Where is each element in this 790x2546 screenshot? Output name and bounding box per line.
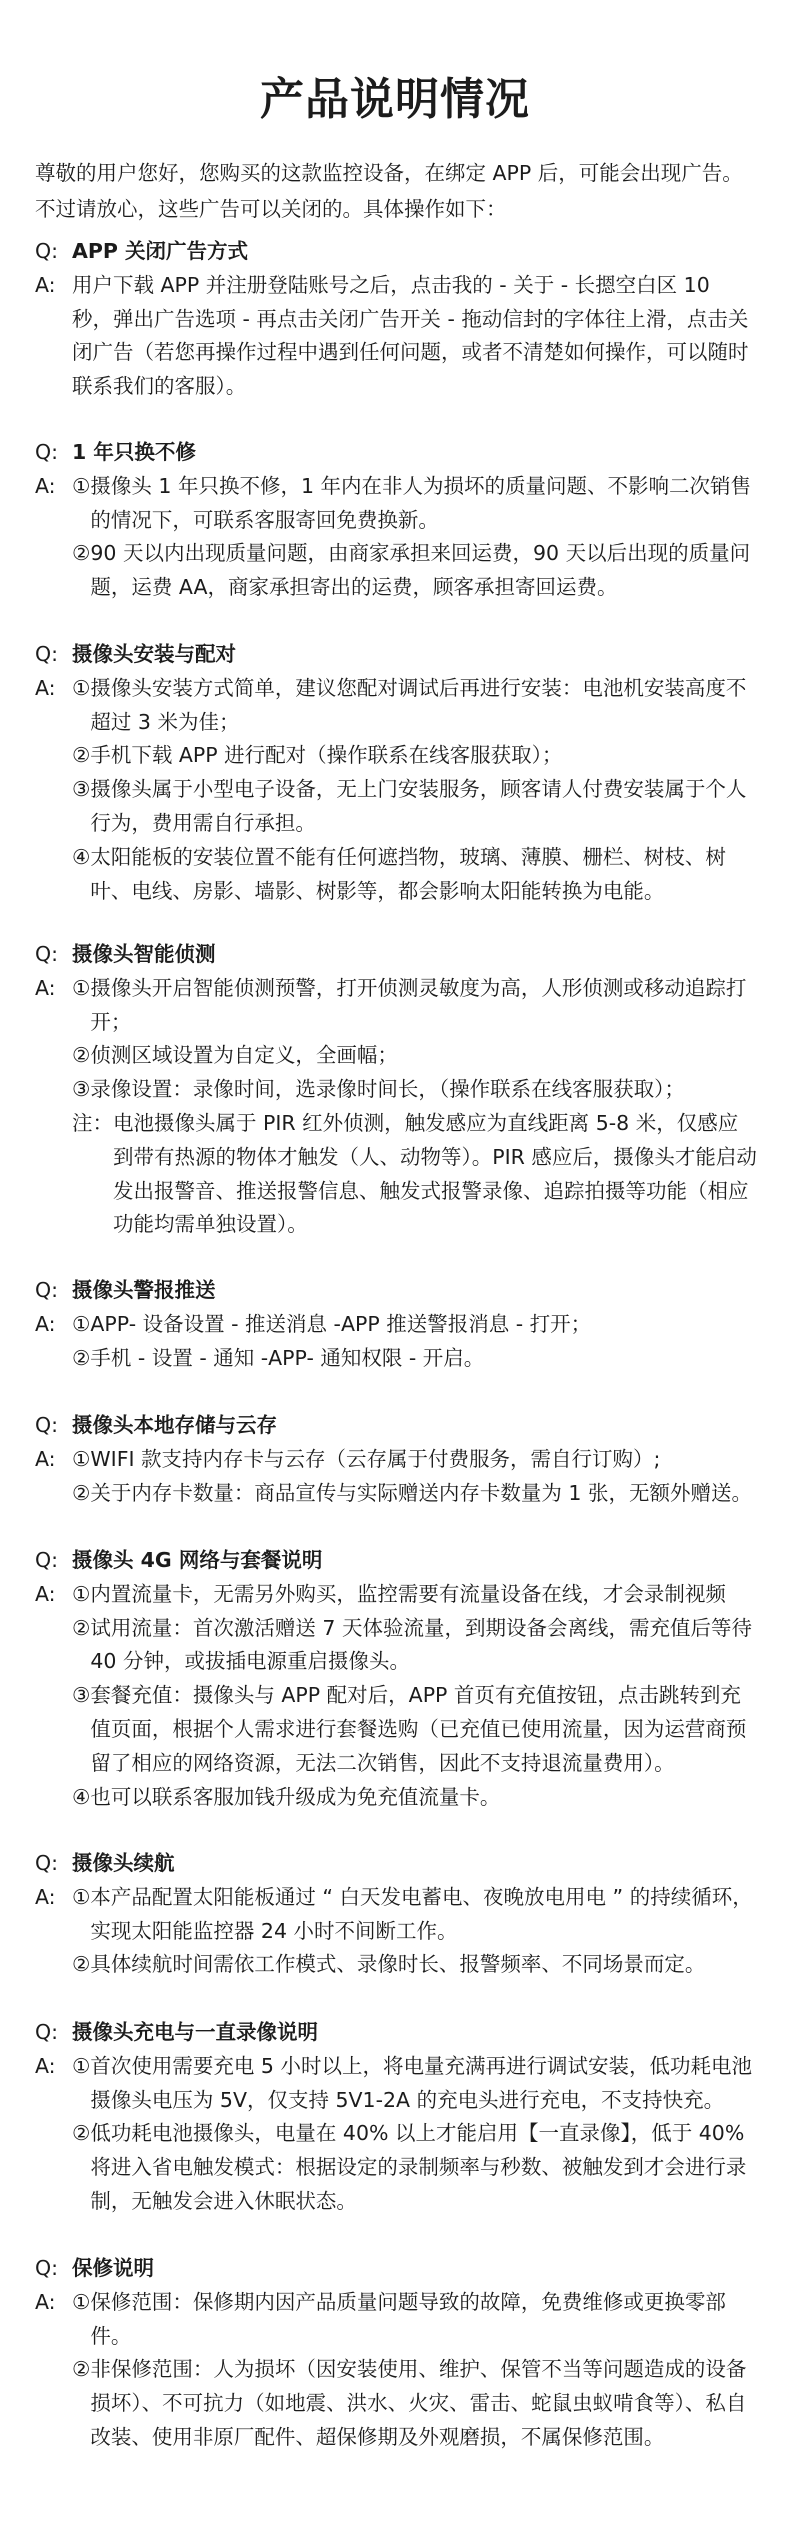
answer-row	[35, 470, 757, 605]
question-text: 摄像头本地存储与云存	[72, 1413, 277, 1437]
answer-item	[72, 1073, 757, 1107]
answer-item	[72, 1342, 757, 1376]
answer-item-marker: ②	[72, 1480, 91, 1505]
answer-body	[72, 1578, 757, 1815]
answer-item	[72, 2050, 757, 2118]
answer-item-marker: ④	[72, 844, 91, 869]
question-label: Q:	[35, 942, 59, 966]
note-text: 电池摄像头属于 PIR 红外侦测，触发感应为直线距离 5-8 米，仅感应到带有热源的物体才触发（人、动物等）。PIR 感应后，摄像头才能启动发出报警音、推送报警信息、触发式报警录像、追踪拍摄等功能（相应功能均需单独设置）。	[113, 1110, 757, 1237]
answer-row	[35, 269, 757, 404]
answer-body	[72, 470, 757, 605]
question-row	[35, 638, 757, 672]
answer-label: A:	[35, 2053, 56, 2078]
answer-item-marker: ①	[72, 675, 91, 700]
qa-warranty	[35, 2252, 757, 2455]
question-row	[35, 1274, 757, 1308]
answer-row	[35, 1308, 757, 1376]
answer-body	[72, 672, 757, 909]
answer-item-marker: ①	[72, 473, 91, 498]
answer-item	[72, 537, 757, 605]
answer-item-marker: ①	[72, 1311, 91, 1336]
answer-item-text: 也可以联系客服加钱升级成为免充值流量卡。	[90, 1784, 501, 1809]
answer-item-marker: ③	[72, 777, 91, 802]
answer-item	[72, 773, 757, 841]
answer-item-marker: ②	[72, 541, 91, 566]
qa-charging-recording	[35, 2016, 757, 2219]
answer-label: A:	[35, 675, 56, 700]
answer-item-text: 侦测区域设置为自定义，全画幅；	[90, 1043, 398, 1068]
answer-item-text: 具体续航时间需依工作模式、录像时长、报警频率、不同场景而定。	[90, 1952, 706, 1977]
question-row	[35, 1544, 757, 1578]
answer-label: A:	[35, 975, 56, 1000]
question-row	[35, 235, 757, 269]
answer-item-text: 摄像头属于小型电子设备，无上门安装服务，顾客请人付费安装属于个人行为，费用需自行承担。	[90, 777, 747, 835]
qa-app-ad-closing	[35, 235, 757, 404]
answer-item-text: 用户下载 APP 并注册登陆账号之后，点击我的 - 关于 - 长摁空白区 10 秒，弹出广告选项 - 再点击关闭广告开关 - 拖动信封的字体往上滑，点击关闭广告（若您再操作过程中遇到任何问题，或者不清楚如何操作，可以随时联系我们的客服）。	[72, 272, 749, 399]
answer-label: A:	[35, 473, 56, 498]
answer-item-text: 手机 - 设置 - 通知 -APP- 通知权限 - 开启。	[90, 1345, 485, 1370]
answer-item-marker: ②	[72, 1345, 91, 1370]
qa-install-pairing	[35, 638, 757, 908]
answer-item-text: 90 天以内出现质量问题，由商家承担来回运费，90 天以后出现的质量问题，运费 AA，商家承担寄出的运费，顾客承担寄回运费。	[90, 541, 751, 600]
answer-item	[72, 841, 757, 909]
answer-item	[72, 2117, 757, 2218]
question-text: 1 年只换不修	[72, 440, 196, 464]
answer-row	[35, 1578, 757, 1815]
question-row	[35, 2252, 757, 2286]
answer-item-marker: ①	[72, 975, 91, 1000]
answer-item	[72, 1781, 757, 1815]
answer-row	[35, 672, 757, 909]
answer-item-marker: ①	[72, 2053, 91, 2078]
answer-item	[72, 269, 757, 404]
answer-label: A:	[35, 272, 56, 297]
answer-note	[72, 1107, 757, 1242]
answer-item-text: APP- 设备设置 - 推送消息 -APP 推送警报消息 - 打开；	[90, 1311, 592, 1336]
answer-item	[72, 2353, 757, 2454]
question-label: Q:	[35, 1413, 59, 1437]
answer-body	[72, 2050, 757, 2219]
question-label: Q:	[35, 440, 59, 464]
answer-item-text: 摄像头安装方式简单，建议您配对调试后再进行安装：电池机安装高度不超过 3 米为佳；	[90, 675, 747, 734]
qa-battery-life	[35, 1847, 757, 1982]
question-label: Q:	[35, 642, 59, 666]
question-text: 摄像头智能侦测	[72, 942, 216, 966]
answer-item-marker: ①	[72, 1884, 91, 1909]
answer-body	[72, 2286, 757, 2455]
answer-item-text: 内置流量卡，无需另外购买，监控需要有流量设备在线，才会录制视频	[90, 1581, 726, 1606]
answer-item	[72, 1578, 757, 1612]
question-text: 保修说明	[72, 2256, 154, 2280]
answer-item-text: 非保修范围：人为损坏（因安装使用、维护、保管不当等问题造成的设备损坏）、不可抗力（如地震、洪水、火灾、雷击、蛇鼠虫蚁啃食等）、私自改装、使用非原厂配件、超保修期及外观磨损，不属保修范围。	[90, 2357, 747, 2449]
answer-label: A:	[35, 1884, 56, 1909]
answer-item	[72, 972, 757, 1040]
answer-body	[72, 269, 757, 404]
question-label: Q:	[35, 239, 59, 263]
answer-body	[72, 972, 757, 1242]
answer-item-marker: ②	[72, 743, 91, 768]
question-row	[35, 436, 757, 470]
answer-item-text: 关于内存卡数量：商品宣传与实际赠送内存卡数量为 1 张，无额外赠送。	[90, 1480, 752, 1505]
question-text: 摄像头充电与一直录像说明	[72, 2020, 318, 2044]
qa-4g-network-plan	[35, 1544, 757, 1814]
answer-item-text: 低功耗电池摄像头，电量在 40% 以上才能启用【一直录像】，低于 40% 将进入省电触发模式：根据设定的录制频率与秒数、被触发到才会进行录制，无触发会进入休眠状态。	[90, 2121, 747, 2213]
answer-item-marker: ②	[72, 1952, 91, 1977]
answer-item	[72, 1443, 757, 1477]
answer-item-marker: ①	[72, 2289, 91, 2314]
answer-row	[35, 972, 757, 1242]
answer-label: A:	[35, 2289, 56, 2314]
page-title: 产品说明情况	[260, 74, 530, 125]
answer-item	[72, 1039, 757, 1073]
answer-item-text: 手机下载 APP 进行配对（操作联系在线客服获取）；	[90, 743, 563, 768]
answer-item	[72, 1308, 757, 1342]
answer-item-text: 录像设置：录像时间，选录像时间长，（操作联系在线客服获取）；	[90, 1077, 685, 1102]
answer-item-text: 太阳能板的安装位置不能有任何遮挡物，玻璃、薄膜、栅栏、树枝、树叶、电线、房影、墙影、树影等，都会影响太阳能转换为电能。	[90, 844, 726, 903]
answer-body	[72, 1443, 757, 1511]
note-marker: 注：	[72, 1110, 113, 1135]
answer-item	[72, 739, 757, 773]
answer-label: A:	[35, 1446, 56, 1471]
question-text: 摄像头警报推送	[72, 1278, 216, 1302]
answer-label: A:	[35, 1581, 56, 1606]
question-label: Q:	[35, 1548, 59, 1572]
answer-item	[72, 470, 757, 538]
answer-item-text: 保修范围：保修期内因产品质量问题导致的故障，免费维修或更换零部件。	[90, 2289, 726, 2348]
question-row	[35, 1409, 757, 1443]
answer-item	[72, 672, 757, 740]
answer-item-marker: ②	[72, 1043, 91, 1068]
answer-item	[72, 2286, 757, 2354]
answer-item-text: 摄像头 1 年只换不修，1 年内在非人为损坏的质量问题、不影响二次销售的情况下，可联系客服寄回免费换新。	[90, 473, 752, 532]
answer-item-marker: ③	[72, 1683, 91, 1708]
answer-item-marker: ④	[72, 1784, 91, 1809]
answer-item-marker: ②	[72, 2121, 91, 2146]
answer-row	[35, 2050, 757, 2219]
qa-one-year-replacement	[35, 436, 757, 605]
answer-item-marker: ②	[72, 2357, 91, 2382]
question-text: 摄像头 4G 网络与套餐说明	[72, 1548, 323, 1572]
question-text: APP 关闭广告方式	[72, 239, 249, 263]
answer-item-text: 摄像头开启智能侦测预警，打开侦测灵敏度为高，人形侦测或移动追踪打开；	[90, 975, 747, 1034]
answer-item	[72, 1679, 757, 1780]
question-label: Q:	[35, 2256, 59, 2280]
question-text: 摄像头安装与配对	[72, 642, 236, 666]
answer-item	[72, 1948, 757, 1982]
answer-row	[35, 1443, 757, 1511]
answer-row	[35, 1881, 757, 1982]
answer-label: A:	[35, 1311, 56, 1336]
question-row	[35, 938, 757, 972]
answer-body	[72, 1881, 757, 1982]
question-text: 摄像头续航	[72, 1851, 175, 1875]
answer-item-marker: ③	[72, 1077, 91, 1102]
answer-item-text: WIFI 款支持内存卡与云存（云存属于付费服务，需自行订购）;	[90, 1446, 661, 1471]
answer-body	[72, 1308, 757, 1376]
answer-item	[72, 1881, 757, 1949]
answer-item-text: 本产品配置太阳能板通过 “ 白天发电蓄电、夜晚放电用电 ” 的持续循环，实现太阳能监控器 24 小时不间断工作。	[90, 1884, 753, 1943]
question-label: Q:	[35, 1278, 59, 1302]
intro-paragraph: 尊敬的用户您好，您购买的这款监控设备，在绑定 APP 后，可能会出现广告。不过请放心，这些广告可以关闭的。具体操作如下：	[35, 161, 743, 221]
question-row	[35, 1847, 757, 1881]
answer-item	[72, 1612, 757, 1680]
qa-alarm-push	[35, 1274, 757, 1375]
answer-item-text: 首次使用需要充电 5 小时以上，将电量充满再进行调试安装，低功耗电池摄像头电压为 5V，仅支持 5V1-2A 的充电头进行充电，不支持快充。	[90, 2053, 752, 2112]
answer-item-marker: ①	[72, 1446, 91, 1471]
question-row	[35, 2016, 757, 2050]
answer-item-marker: ①	[72, 1581, 91, 1606]
question-label: Q:	[35, 1851, 59, 1875]
answer-item-text: 套餐充值：摄像头与 APP 配对后，APP 首页有充值按钮，点击跳转到充值页面，根据个人需求进行套餐选购（已充值已使用流量，因为运营商预留了相应的网络资源，无法二次销售，因此不支持退流量费用）。	[90, 1683, 747, 1775]
question-label: Q:	[35, 2020, 59, 2044]
answer-item-marker: ②	[72, 1615, 91, 1640]
qa-storage-cloud	[35, 1409, 757, 1510]
answer-item	[72, 1477, 757, 1511]
answer-row	[35, 2286, 757, 2455]
qa-smart-detection	[35, 938, 757, 1242]
answer-item-text: 试用流量：首次激活赠送 7 天体验流量，到期设备会离线，需充值后等待 40 分钟，或拔插电源重启摄像头。	[90, 1615, 752, 1674]
